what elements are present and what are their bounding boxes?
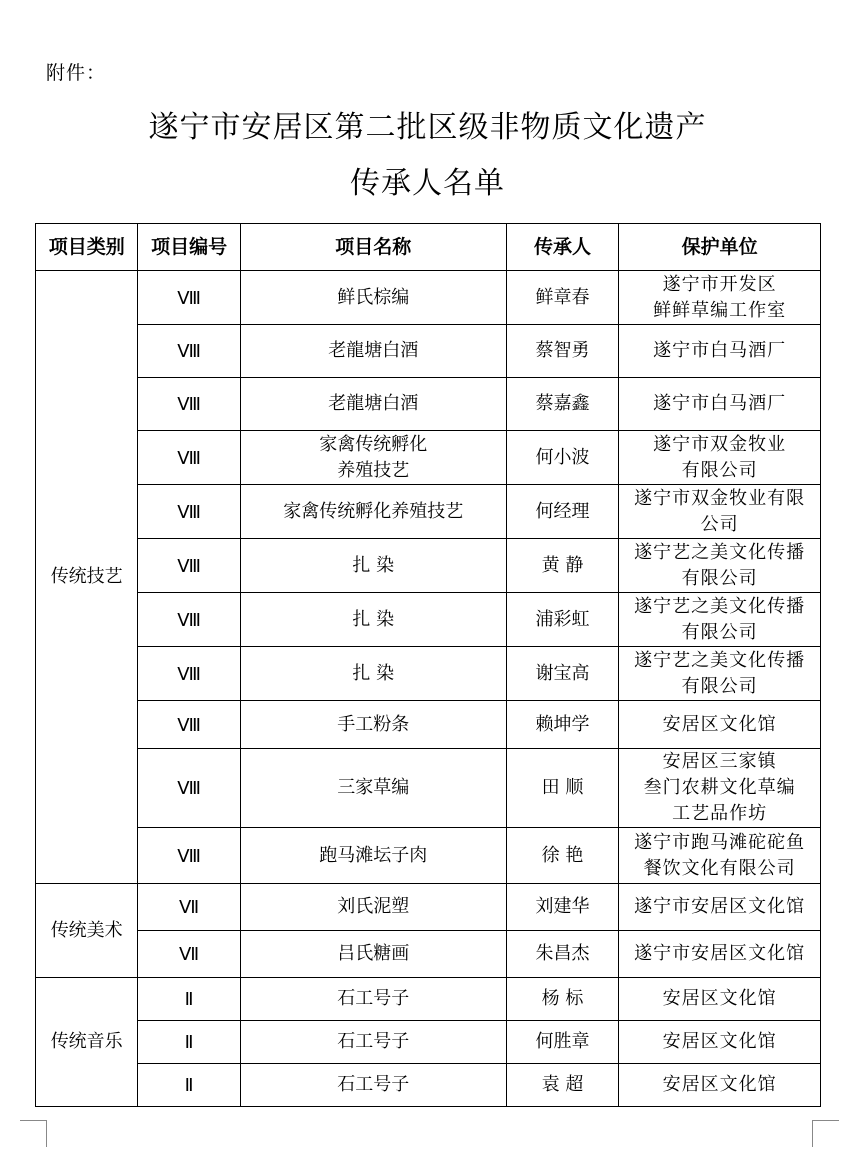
protection-unit-line: 遂宁市跑马滩砣砣鱼 <box>634 831 806 853</box>
inheritor-cell: 何小波 <box>506 431 618 485</box>
protection-unit-line: 遂宁艺之美文化传播 <box>634 649 806 671</box>
table-row <box>36 325 821 378</box>
page-corner-mark-right <box>812 1120 839 1147</box>
project-name-line: 吕氏糖画 <box>337 943 410 964</box>
project-name-line: 老龍塘白酒 <box>328 393 419 414</box>
inheritor-cell: 蔡嘉鑫 <box>506 378 618 431</box>
project-name-line: 三家草编 <box>337 777 410 798</box>
protection-unit-line: 餐饮文化有限公司 <box>643 857 796 879</box>
document-subtitle: 传承人名单 <box>350 166 505 201</box>
project-name-line: 鲜氏棕编 <box>337 286 410 308</box>
project-name-cell <box>240 701 506 749</box>
project-name-line: 老龍塘白酒 <box>328 340 419 361</box>
inheritor-cell: 刘建华 <box>506 884 618 931</box>
page-corner-mark-left <box>20 1120 47 1147</box>
project-name-line: 跑马滩坛子肉 <box>319 844 428 866</box>
category-cell: 传统音乐 <box>36 978 138 1107</box>
protection-unit-line: 遂宁艺之美文化传播 <box>634 541 806 563</box>
project-name-line: 养殖技艺 <box>337 459 410 481</box>
project-name-cell <box>240 593 506 647</box>
table-row <box>36 271 821 325</box>
protection-unit-cell <box>619 1064 821 1107</box>
table-row <box>36 884 821 931</box>
inheritor-cell: 何胜章 <box>506 1021 618 1064</box>
project-number-cell: Ⅷ <box>138 485 240 539</box>
protection-unit-line: 遂宁市白马酒厂 <box>653 340 787 361</box>
protection-unit-line: 遂宁市双金牧业 <box>653 433 787 455</box>
project-number-cell: Ⅷ <box>138 647 240 701</box>
project-name-line: 石工号子 <box>337 988 410 1009</box>
project-name-cell <box>240 325 506 378</box>
project-name-line: 石工号子 <box>337 1031 410 1052</box>
table-row <box>36 828 821 884</box>
protection-unit-cell <box>619 701 821 749</box>
protection-unit-cell <box>619 1021 821 1064</box>
table-row <box>36 701 821 749</box>
protection-unit-line: 安居区三家镇 <box>662 751 777 772</box>
protection-unit-line: 鲜鲜草编工作室 <box>653 299 787 321</box>
project-number-cell: Ⅷ <box>138 431 240 485</box>
protection-unit-cell <box>619 749 821 828</box>
protection-unit-cell <box>619 647 821 701</box>
project-name-cell <box>240 378 506 431</box>
protection-unit-line: 有限公司 <box>681 459 758 481</box>
protection-unit-line: 安居区文化馆 <box>662 713 777 735</box>
inheritor-cell: 浦彩虹 <box>506 593 618 647</box>
protection-unit-line: 遂宁市安居区文化馆 <box>634 896 806 917</box>
protection-unit-line: 遂宁市白马酒厂 <box>653 393 787 414</box>
inheritor-cell: 赖坤学 <box>506 701 618 749</box>
header-category: 项目类别 <box>36 224 138 271</box>
protection-unit-cell <box>619 539 821 593</box>
protection-unit-line: 遂宁市安居区文化馆 <box>634 943 806 964</box>
protection-unit-cell <box>619 884 821 931</box>
protection-unit-line: 有限公司 <box>681 675 758 697</box>
table-row <box>36 431 821 485</box>
table-row <box>36 1064 821 1107</box>
project-name-cell <box>240 485 506 539</box>
table-row <box>36 1021 821 1064</box>
table-row <box>36 539 821 593</box>
protection-unit-line: 遂宁市双金牧业有限 <box>634 487 806 509</box>
project-number-cell: Ⅷ <box>138 539 240 593</box>
table-row <box>36 978 821 1021</box>
project-number-cell: Ⅷ <box>138 701 240 749</box>
protection-unit-cell <box>619 931 821 978</box>
protection-unit-cell <box>619 325 821 378</box>
table-row <box>36 378 821 431</box>
project-name-line: 石工号子 <box>337 1074 410 1095</box>
protection-unit-line: 工艺品作坊 <box>672 803 768 824</box>
protection-unit-line: 安居区文化馆 <box>662 1074 777 1095</box>
inheritor-cell: 朱昌杰 <box>506 931 618 978</box>
header-number: 项目编号 <box>138 224 240 271</box>
project-name-cell <box>240 1021 506 1064</box>
project-number-cell: Ⅶ <box>138 931 240 978</box>
protection-unit-line: 遂宁市开发区 <box>662 273 777 295</box>
project-number-cell: Ⅷ <box>138 828 240 884</box>
project-number-cell: Ⅱ <box>138 978 240 1021</box>
project-name-line: 扎 染 <box>352 554 395 576</box>
protection-unit-cell <box>619 978 821 1021</box>
table-row <box>36 485 821 539</box>
project-number-cell: Ⅷ <box>138 593 240 647</box>
inheritor-cell: 鲜章春 <box>506 271 618 325</box>
project-name-cell <box>240 647 506 701</box>
project-name-line: 扎 染 <box>352 608 395 630</box>
table-row <box>36 931 821 978</box>
category-cell: 传统技艺 <box>36 271 138 884</box>
inheritor-cell: 何经理 <box>506 485 618 539</box>
inheritor-cell: 田 顺 <box>506 749 618 828</box>
header-unit: 保护单位 <box>619 224 821 271</box>
project-name-cell <box>240 749 506 828</box>
project-name-cell <box>240 431 506 485</box>
inheritor-cell: 徐 艳 <box>506 828 618 884</box>
protection-unit-line: 有限公司 <box>681 567 758 589</box>
project-number-cell: Ⅷ <box>138 325 240 378</box>
project-name-cell <box>240 1064 506 1107</box>
document-title: 遂宁市安居区第二批区级非物质文化遗产 <box>148 110 707 145</box>
table-row <box>36 749 821 828</box>
inheritor-cell: 黄 静 <box>506 539 618 593</box>
protection-unit-cell <box>619 828 821 884</box>
project-number-cell: Ⅷ <box>138 749 240 828</box>
project-number-cell: Ⅷ <box>138 378 240 431</box>
header-inheritor: 传承人 <box>506 224 618 271</box>
inheritor-cell: 杨 标 <box>506 978 618 1021</box>
protection-unit-line: 安居区文化馆 <box>662 988 777 1009</box>
table-row <box>36 593 821 647</box>
attachment-label: 附件： <box>46 62 107 84</box>
protection-unit-cell <box>619 378 821 431</box>
project-number-cell: Ⅷ <box>138 271 240 325</box>
project-name-cell <box>240 978 506 1021</box>
project-name-line: 手工粉条 <box>337 713 410 735</box>
project-name-cell <box>240 271 506 325</box>
inheritor-cell: 谢宝高 <box>506 647 618 701</box>
table-row <box>36 647 821 701</box>
category-cell: 传统美术 <box>36 884 138 978</box>
project-name-line: 家禽传统孵化 <box>319 433 428 455</box>
project-name-line: 扎 染 <box>352 662 395 684</box>
protection-unit-cell <box>619 271 821 325</box>
protection-unit-line: 安居区文化馆 <box>662 1031 777 1052</box>
project-number-cell: Ⅱ <box>138 1064 240 1107</box>
protection-unit-cell <box>619 431 821 485</box>
inheritor-cell: 蔡智勇 <box>506 325 618 378</box>
project-name-cell <box>240 828 506 884</box>
project-name-cell <box>240 884 506 931</box>
protection-unit-line: 有限公司 <box>681 621 758 643</box>
header-name: 项目名称 <box>240 224 506 271</box>
protection-unit-line: 叁门农耕文化草编 <box>643 777 796 798</box>
project-name-line: 家禽传统孵化养殖技艺 <box>283 500 464 522</box>
protection-unit-line: 公司 <box>700 513 739 535</box>
project-number-cell: Ⅱ <box>138 1021 240 1064</box>
project-name-line: 刘氏泥塑 <box>337 896 410 917</box>
project-name-cell <box>240 931 506 978</box>
project-number-cell: Ⅶ <box>138 884 240 931</box>
protection-unit-line: 遂宁艺之美文化传播 <box>634 595 806 617</box>
inheritor-table <box>35 223 821 1107</box>
table-header-row <box>36 224 821 271</box>
inheritor-cell: 袁 超 <box>506 1064 618 1107</box>
project-name-cell <box>240 539 506 593</box>
protection-unit-cell <box>619 485 821 539</box>
protection-unit-cell <box>619 593 821 647</box>
